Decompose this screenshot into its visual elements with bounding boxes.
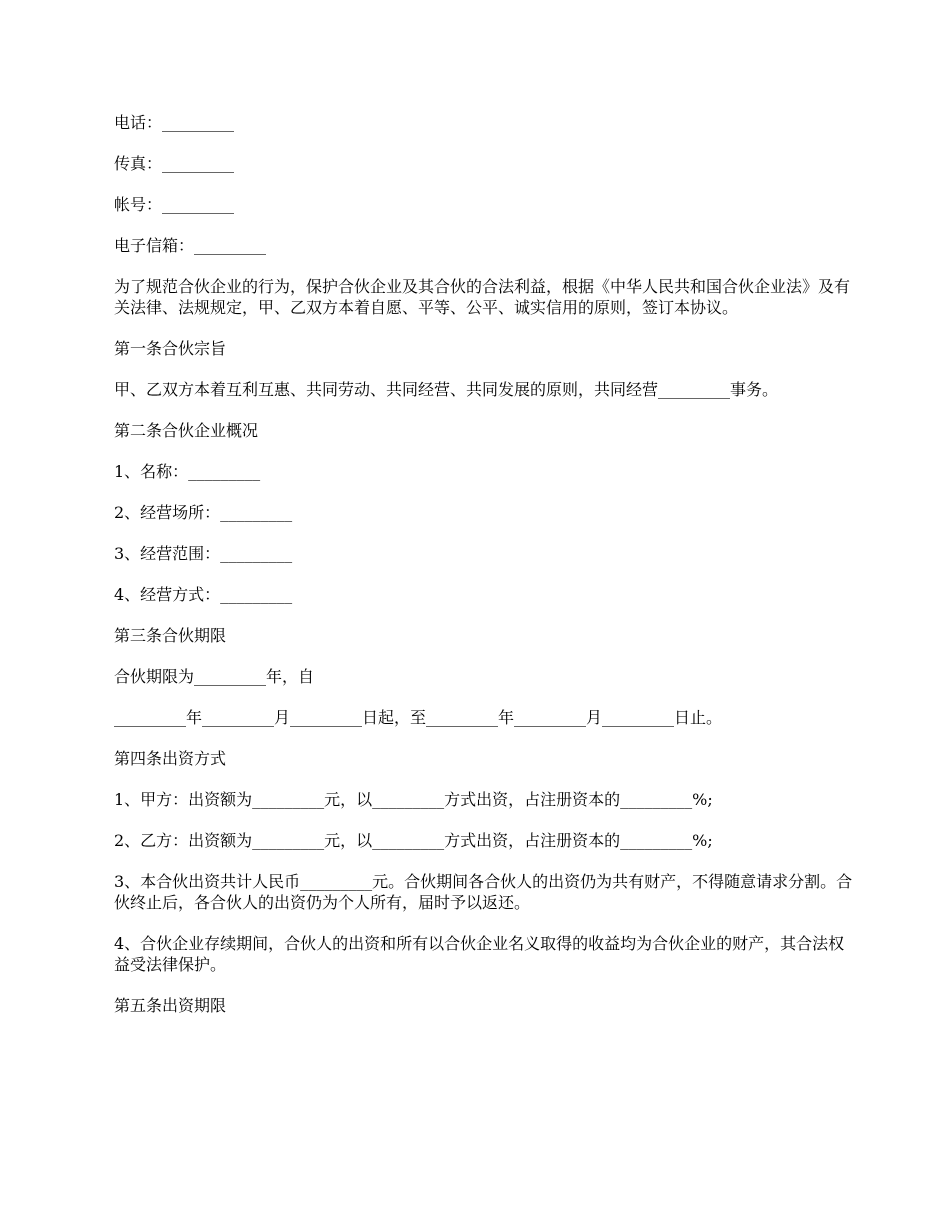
business-scope-line: 3、经营范围：_________ (114, 544, 293, 563)
term-dates-line: _________年_________月_________日起，至_________年_________月_________日止。 (114, 708, 723, 727)
preamble-paragraph: 为了规范合伙企业的行为，保护合伙企业及其合伙的合法利益，根据《中华人民共和国合伙企业法》及有关法律、法规规定，甲、乙双方本着自愿、平等、公平、诚实信用的原则，签订本协议。 (114, 277, 851, 317)
article-1-heading: 第一条合伙宗旨 (114, 339, 227, 358)
account-field-line: 帐号：_________ (114, 195, 235, 214)
enterprise-name-line: 1、名称：_________ (114, 462, 261, 481)
article-2-heading: 第二条合伙企业概况 (114, 421, 259, 440)
property-protection-paragraph: 4、合伙企业存续期间，合伙人的出资和所有以合伙企业名义取得的收益均为合伙企业的财产，其合法权益受法律保护。 (114, 934, 845, 974)
document-body (114, 112, 854, 1036)
article-3-heading: 第三条合伙期限 (114, 626, 227, 645)
phone-field-line: 电话：_________ (114, 113, 235, 132)
article-4-heading: 第四条出资方式 (114, 749, 227, 768)
business-premises-line: 2、经营场所：_________ (114, 503, 293, 522)
party-b-contribution-line: 2、乙方：出资额为_________元，以_________方式出资，占注册资本的_________%; (114, 831, 713, 850)
article-5-heading: 第五条出资期限 (114, 996, 227, 1015)
total-contribution-paragraph: 3、本合伙出资共计人民币_________元。合伙期间各合伙人的出资仍为共有财产，不得随意请求分割。合伙终止后，各合伙人的出资仍为个人所有，届时予以返还。 (114, 872, 853, 912)
term-length-line: 合伙期限为_________年，自 (114, 667, 315, 686)
article-1-body: 甲、乙双方本着互利互惠、共同劳动、共同经营、共同发展的原则，共同经营_________事务。 (114, 380, 779, 399)
fax-field-line: 传真：_________ (114, 154, 235, 173)
business-mode-line: 4、经营方式：_________ (114, 585, 293, 604)
party-a-contribution-line: 1、甲方：出资额为_________元，以_________方式出资，占注册资本的_________%; (114, 790, 713, 809)
email-field-line: 电子信箱：_________ (114, 236, 267, 255)
